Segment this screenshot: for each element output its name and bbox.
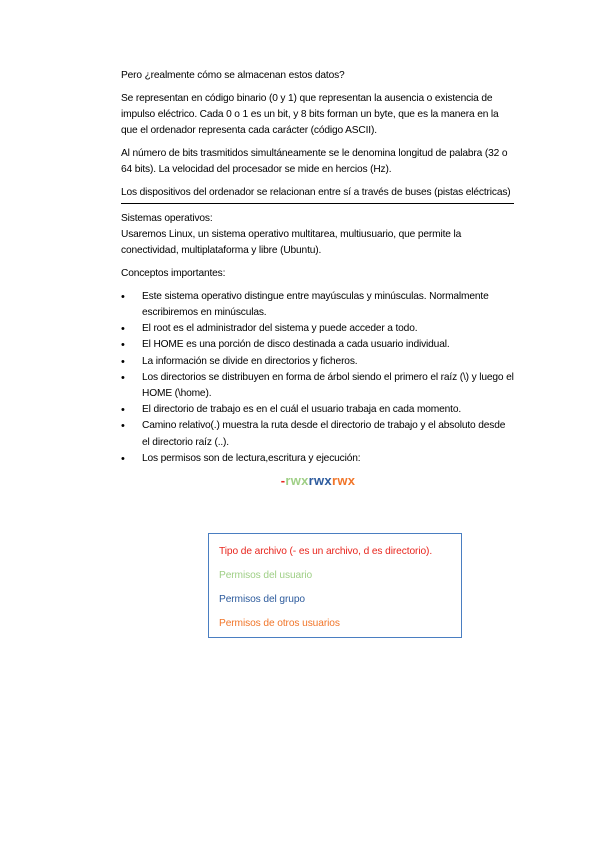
intro-question: Pero ¿realmente cómo se almacenan estos datos? — [121, 70, 345, 81]
legend-others: Permisos de otros usuarios — [219, 618, 340, 629]
concepts-list — [121, 289, 515, 467]
list-item: • El directorio de trabajo es en el cuál el usuario trabaja en cada momento. — [121, 402, 515, 418]
legend-type: Tipo de archivo (- es un archivo, d es directorio). — [219, 546, 433, 557]
section-divider — [121, 203, 514, 204]
buses-paragraph: Los dispositivos del ordenador se relacionan entre sí a través de buses (pistas eléctricas) — [121, 186, 511, 198]
legend-group: Permisos del grupo — [219, 594, 305, 605]
list-item: • El HOME es una porción de disco destinada a cada usuario individual. — [121, 337, 515, 353]
concepts-heading: Conceptos importantes: — [121, 268, 226, 280]
os-heading: Sistemas operativos: — [121, 212, 213, 224]
legend-user: Permisos del usuario — [219, 570, 313, 581]
bullet-icon: • — [121, 290, 125, 303]
bullet-icon: • — [121, 420, 125, 433]
list-item: • Los directorios se distribuyen en forma de árbol siendo el primero el raíz (\) y luego el HOME (\home). — [121, 371, 514, 399]
permission-legend-box — [208, 533, 462, 638]
list-item: • Los permisos son de lectura,escritura y ejecución: — [121, 451, 515, 467]
bullet-icon: • — [121, 339, 125, 352]
perm-group: rwx — [308, 472, 332, 488]
os-section — [121, 211, 515, 260]
perm-user: rwx — [285, 472, 309, 488]
bullet-icon: • — [121, 452, 125, 465]
os-linux-paragraph: Usaremos Linux, un sistema operativo multitarea, multiusuario, que permite la conectividad, multiplataforma y libre (Ubuntu). — [121, 229, 462, 257]
bullet-icon: • — [121, 371, 125, 384]
bullet-icon: • — [121, 355, 125, 368]
perm-others: rwx — [331, 472, 356, 488]
list-item: • Camino relativo(.) muestra la ruta desde el directorio de trabajo y el absoluto desde el directorio raíz (..). — [121, 420, 506, 448]
perm-type: - — [280, 472, 286, 488]
binary-paragraph: Se representan en código binario (0 y 1) que representan la ausencia o existencia de impulso eléctrico. Cada 0 o 1 es un bit, y 8 bits forman un byte, que es la manera en la que el ordenador representa cada carácter (código ASCII). — [121, 92, 499, 137]
document-body — [121, 68, 515, 490]
bullet-icon: • — [121, 323, 125, 336]
permission-string — [121, 472, 515, 490]
list-item: • La información se divide en directorios y ficheros. — [121, 354, 515, 370]
list-item: • Este sistema operativo distingue entre mayúsculas y minúsculas. Normalmente escribiremos en minúsculas. — [121, 290, 489, 318]
bullet-icon: • — [121, 404, 125, 417]
list-item: • El root es el administrador del sistema y puede acceder a todo. — [121, 321, 515, 337]
word-length-paragraph: Al número de bits trasmitidos simultáneamente se le denomina longitud de palabra (32 o 64 bits). La velocidad del procesador se mide en hercios (Hz). — [121, 147, 508, 176]
